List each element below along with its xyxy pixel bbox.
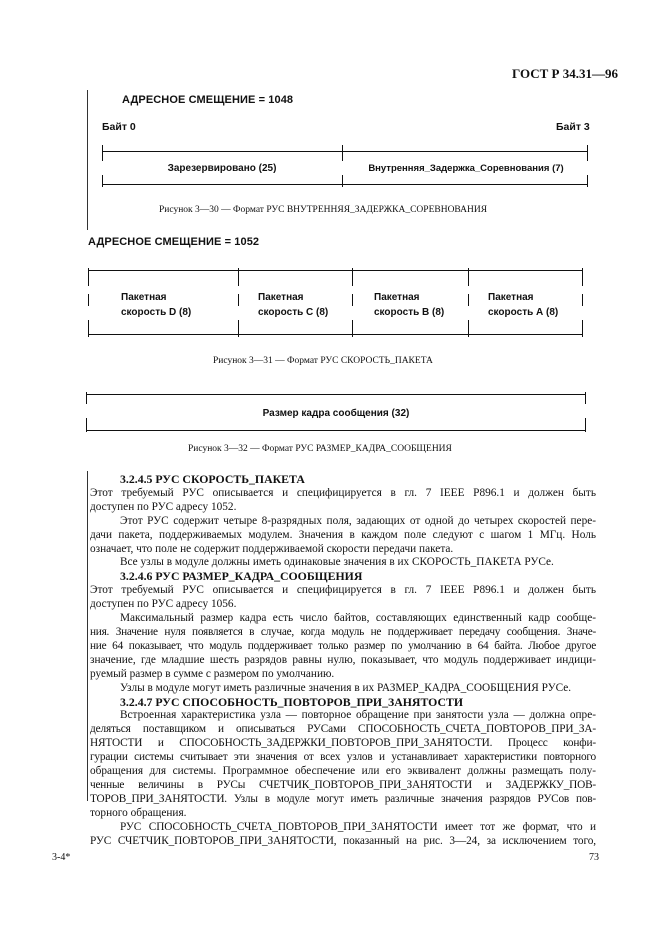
- paragraph-line: РУС СПОСОБНОСТЬ_СЧЕТА_ПОВТОРОВ_ПРИ_ЗАНЯТОСТИ имеет тот же формат, что и: [120, 820, 596, 833]
- register-format-1052: [88, 268, 584, 338]
- standard-header: ГОСТ Р 34.31—96: [512, 66, 618, 81]
- paragraph-line: Встроенная характеристика узла — повторное обращение при занятости узла — должна опре-: [120, 709, 596, 722]
- figure-caption-3-30: Рисунок 3—30 — Формат РУС ВНУТРЕННЯЯ_ЗАДЕРЖКА_СОРЕВНОВАНИЯ: [159, 205, 488, 215]
- paragraph-line: Максимальный размер кадра есть число байтов, составляющих единственный кадр сообще-: [120, 612, 596, 625]
- field-internal-contention-delay: Внутренняя_Задержка_Соревнования (7): [368, 162, 564, 174]
- field-packet-speed-a: Пакетная скорость А (8): [488, 292, 559, 318]
- paragraph-line: ние 64 показывает, что модуль поддерживает только размер по умолчанию в 64 байта. Любое другое: [90, 639, 596, 652]
- field-packet-speed-d: Пакетная скорость D (8): [121, 292, 192, 318]
- paragraph-line: ченные величины в РУСы СЧЕТЧИК_ПОВТОРОВ_ПРИ_ЗАНЯТОСТИ и ЗАДЕРЖКУ_ПОВ-: [90, 778, 596, 791]
- paragraph-line: Узлы в модуле могут иметь различные значения в их РАЗМЕР_КАДРА_СООБЩЕНИЯ РУСе.: [120, 681, 572, 694]
- paragraph-line: означает, что поле не содержит поддерживаемой скорости передачи пакета.: [90, 542, 454, 555]
- paragraph-line: дачи пакета, поддерживаемых модулем. Значения в каждом поле следуют с шагом 1 МГц. Ноль: [90, 528, 596, 541]
- byte-3-label: Байт 3: [556, 121, 590, 133]
- section-heading-3-2-4-5: 3.2.4.5 РУС СКОРОСТЬ_ПАКЕТА: [120, 472, 305, 486]
- paragraph-line: Этот РУС содержит четыре 8-разрядных поля, задающих от одной до четырех скоростей пере-: [120, 514, 596, 527]
- paragraph-line: Все узлы в модуле должны иметь одинаковые значения в их СКОРОСТЬ_ПАКЕТА РУСе.: [120, 556, 554, 569]
- register-format-message-frame-size: [86, 392, 586, 434]
- figure-caption-3-32: Рисунок 3—32 — Формат РУС РАЗМЕР_КАДРА_СООБЩЕНИЯ: [188, 444, 452, 454]
- field-reserved: Зарезервировано (25): [167, 162, 277, 174]
- section-heading-3-2-4-7: 3.2.4.7 РУС СПОСОБНОСТЬ_ПОВТОРОВ_ПРИ_ЗАНЯТОСТИ: [120, 694, 464, 709]
- field-message-frame-size: Размер кадра сообщения (32): [262, 407, 410, 419]
- address-offset-1052: АДРЕСНОЕ СМЕЩЕНИЕ = 1052: [88, 236, 260, 248]
- signature-mark: 3-4*: [52, 852, 71, 863]
- paragraph-line: доступен по РУС адресу 1056.: [90, 598, 237, 611]
- paragraph-line: ТОРОВ_ПРИ_ЗАНЯТОСТИ. Узлы в модуле могут иметь различные значения разрядов РУСов пов-: [90, 792, 596, 805]
- address-offset-1048: АДРЕСНОЕ СМЕЩЕНИЕ = 1048: [122, 94, 294, 106]
- paragraph-line: деляться поставщиком и описываться РУСами СПОСОБНОСТЬ_СЧЕТА_ПОВТОРОВ_ПРИ_ЗА-: [90, 723, 596, 736]
- figure-caption-3-31: Рисунок 3—31 — Формат РУС СКОРОСТЬ_ПАКЕТА: [213, 356, 433, 366]
- register-format-1048: [102, 145, 588, 187]
- paragraph-line: ния. Значение нуля появляется в случае, когда модуль не поддерживает передачу сообщения. Значе-: [90, 625, 596, 638]
- paragraph-line: обращения для системы. Программное обеспечение или его эквивалент должны размещать полу-: [90, 765, 596, 778]
- paragraph-line: гурации системы считывает эти значения от всех узлов и устанавливает характеристики повторного: [90, 751, 596, 764]
- body-text: [90, 473, 596, 848]
- change-bar: [87, 471, 88, 801]
- paragraph-line: Этот требуемый РУС описывается и специфицируется в гл. 7 IEEE P896.1 и должен быть: [90, 486, 596, 499]
- paragraph-line: торного обращения.: [90, 806, 187, 819]
- field-packet-speed-c: Пакетная скорость С (8): [258, 292, 329, 318]
- paragraph-line: Этот требуемый РУС описывается и специфицируется в гл. 7 IEEE P896.1 и должен быть: [90, 584, 596, 597]
- paragraph-line: руемый размер в сумме с размером по умолчанию.: [90, 667, 335, 680]
- paragraph-line: значение, где младшие шесть разрядов равны нулю, показывает, что модуль поддерживает индици-: [90, 653, 596, 666]
- section-heading-3-2-4-6: 3.2.4.6 РУС РАЗМЕР_КАДРА_СООБЩЕНИЯ: [120, 569, 363, 584]
- change-bar: [87, 90, 88, 230]
- paragraph-line: РУС СЧЕТЧИК_ПОВТОРОВ_ПРИ_ЗАНЯТОСТИ, показанный на рис. 3—24, за исключением того,: [90, 834, 596, 847]
- byte-0-label: Байт 0: [102, 121, 136, 133]
- paragraph-line: НЯТОСТИ и СПОСОБНОСТЬ_ЗАДЕРЖКИ_ПОВТОРОВ_ПРИ_ЗАНЯТОСТИ. Процесс конфи-: [90, 737, 596, 750]
- page-number: 73: [589, 852, 599, 863]
- field-packet-speed-b: Пакетная скорость В (8): [374, 292, 445, 318]
- paragraph-line: доступен по РУС адресу 1052.: [90, 500, 237, 513]
